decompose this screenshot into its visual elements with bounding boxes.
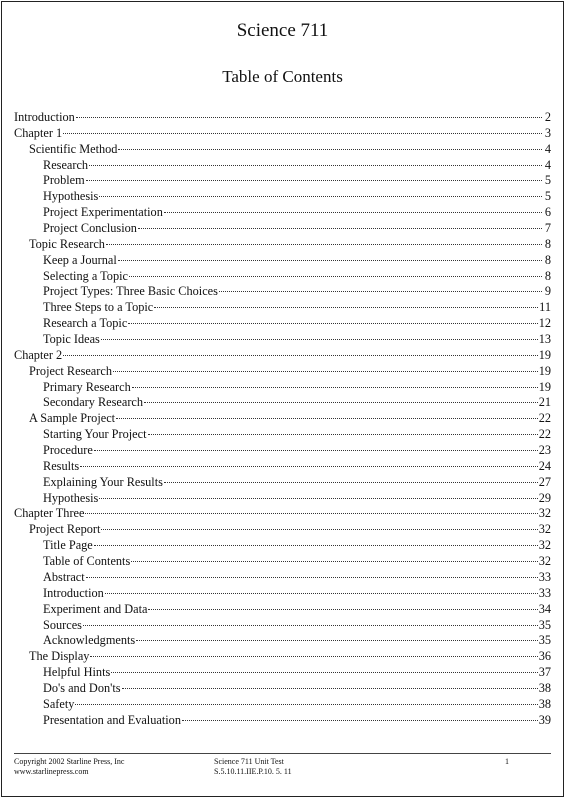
toc-entry-label: Keep a Journal [43, 252, 117, 267]
toc-dot-leader [136, 640, 537, 641]
toc-entry-page: 24 [538, 458, 551, 473]
toc-dot-leader [63, 133, 542, 134]
toc-entry-label: Selecting a Topic [43, 268, 128, 283]
toc-dot-leader [101, 529, 537, 530]
toc-entry [14, 602, 551, 618]
toc-entry [14, 570, 551, 586]
toc-dot-leader [99, 498, 537, 499]
toc-entry [14, 459, 551, 475]
toc-entry-page: 4 [544, 141, 551, 156]
toc-entry-page: 8 [544, 268, 551, 283]
toc-dot-leader [113, 371, 538, 372]
toc-entry-page: 22 [538, 427, 551, 442]
toc-entry-page: 27 [538, 474, 551, 489]
toc-entry-page: 4 [544, 157, 551, 172]
toc-dot-leader [101, 339, 538, 340]
toc-entry [14, 173, 551, 189]
footer-center [214, 757, 292, 777]
toc-heading: Table of Contents [222, 67, 343, 86]
toc-entry-label: Introduction [14, 110, 75, 124]
toc-entry-label: Acknowledgments [43, 633, 136, 648]
toc-entry-page: 33 [538, 585, 551, 600]
toc-entry-label: A Sample Project [29, 411, 116, 426]
toc-entry-label: Project Research [29, 363, 112, 378]
toc-entry-page: 32 [538, 522, 551, 537]
toc-dot-leader [132, 387, 538, 388]
toc-entry [14, 665, 551, 681]
toc-dot-leader [138, 228, 542, 229]
toc-entry-label: Project Conclusion [43, 221, 137, 236]
toc-entry-page: 3 [544, 125, 551, 140]
toc-entry [14, 189, 551, 205]
toc-entry [14, 126, 551, 142]
toc-entry [14, 427, 551, 443]
toc-dot-leader [86, 180, 542, 181]
toc-entry [14, 475, 551, 491]
toc-entry-page: 29 [538, 490, 551, 505]
toc-dot-leader [182, 720, 538, 721]
toc-entry-page: 19 [538, 347, 551, 362]
toc-entry-label: Procedure [43, 443, 93, 458]
toc-entry-page: 23 [538, 443, 551, 458]
toc-entry-label: Starting Your Project [43, 427, 147, 442]
footer-test-name: Science 711 Unit Test [214, 757, 284, 766]
toc-entry [14, 158, 551, 174]
toc-entry [14, 110, 551, 126]
footer-left [14, 757, 124, 777]
toc-dot-leader [164, 482, 538, 483]
toc-dot-leader [116, 418, 538, 419]
toc-entry-page: 12 [538, 316, 551, 331]
toc-entry [14, 316, 551, 332]
toc-entry-page: 6 [544, 205, 551, 220]
toc-entry-label: Helpful Hints [43, 665, 111, 680]
toc-entry-page: 9 [544, 284, 551, 299]
toc-entry-page: 13 [538, 332, 551, 347]
toc-entry [14, 491, 551, 507]
toc-entry-label: Title Page [43, 538, 93, 553]
toc-entry [14, 697, 551, 713]
toc-entry-page: 5 [544, 173, 551, 188]
toc-dot-leader [131, 561, 537, 562]
toc-entry-label: Scientific Method [29, 141, 118, 156]
toc-entry [14, 269, 551, 285]
toc-entry [14, 205, 551, 221]
toc-dot-leader [75, 704, 537, 705]
toc-entry-label: Primary Research [43, 379, 131, 394]
toc-entry-page: 21 [538, 395, 551, 410]
toc-dot-leader [86, 577, 538, 578]
footer-code: S.5.10.11.IIE.P.10. 5. 11 [214, 767, 292, 776]
toc-dot-leader [122, 688, 538, 689]
toc-entry-label: Sources [43, 617, 82, 632]
toc-entry [14, 506, 551, 522]
toc-dot-leader [129, 276, 542, 277]
toc-entry-page: 34 [538, 601, 551, 616]
toc-dot-leader [144, 402, 538, 403]
toc-entry-label: Research [43, 157, 89, 172]
toc-entry-page: 38 [538, 680, 551, 695]
toc-entry-page: 7 [544, 221, 551, 236]
toc-entry-page: 35 [538, 617, 551, 632]
toc-entry-page: 5 [544, 189, 551, 204]
toc-entry-label: Project Types: Three Basic Choices [43, 284, 218, 299]
toc-entry-label: Experiment and Data [43, 601, 148, 616]
toc-entry-label: Do's and Don'ts [43, 680, 121, 695]
toc-entry-page: 22 [538, 411, 551, 426]
toc-entry-label: Explaining Your Results [43, 474, 163, 489]
toc-dot-leader [90, 656, 537, 657]
toc-entry [14, 649, 551, 665]
toc-entry [14, 237, 551, 253]
toc-entry-page: 37 [538, 665, 551, 680]
table-of-contents [14, 110, 551, 729]
toc-dot-leader [148, 609, 537, 610]
toc-entry-page: 38 [538, 696, 551, 711]
toc-entry-page: 35 [538, 633, 551, 648]
toc-entry [14, 538, 551, 554]
document-title: Science 711 [236, 20, 329, 41]
toc-entry [14, 348, 551, 364]
toc-entry-page: 19 [538, 379, 551, 394]
toc-dot-leader [118, 149, 542, 150]
toc-dot-leader [83, 625, 538, 626]
toc-entry-page: 32 [538, 538, 551, 553]
toc-entry-label: Table of Contents [43, 554, 131, 569]
toc-entry-label: Safety [43, 696, 75, 711]
toc-entry-label: Results [43, 458, 80, 473]
toc-dot-leader [105, 593, 538, 594]
toc-dot-leader [85, 513, 537, 514]
toc-dot-leader [63, 355, 538, 356]
toc-dot-leader [164, 212, 542, 213]
toc-entry-page: 8 [544, 252, 551, 267]
toc-entry-label: Chapter 2 [14, 347, 63, 362]
toc-entry-page: 33 [538, 569, 551, 584]
toc-dot-leader [111, 672, 537, 673]
toc-entry-label: Project Report [29, 522, 101, 537]
toc-entry-label: Hypothesis [43, 490, 99, 505]
toc-entry-label: Secondary Research [43, 395, 144, 410]
toc-entry [14, 586, 551, 602]
toc-dot-leader [99, 196, 542, 197]
toc-entry [14, 300, 551, 316]
toc-entry-label: Research a Topic [43, 316, 128, 331]
toc-entry [14, 380, 551, 396]
toc-entry-label: Topic Ideas [43, 332, 100, 347]
toc-entry [14, 142, 551, 158]
footer-page-number: 1 [505, 757, 509, 766]
toc-dot-leader [89, 165, 542, 166]
toc-entry-label: Topic Research [29, 236, 105, 251]
toc-entry-page: 36 [538, 649, 551, 664]
toc-dot-leader [80, 466, 537, 467]
toc-entry-label: Project Experimentation [43, 205, 163, 220]
toc-entry [14, 618, 551, 634]
footer-divider [14, 753, 551, 754]
toc-entry-page: 2 [544, 110, 551, 124]
toc-entry-label: Chapter Three [14, 506, 85, 521]
footer-website: www.starlinepress.com [14, 767, 89, 776]
toc-entry-label: Presentation and Evaluation [43, 712, 181, 727]
toc-entry [14, 443, 551, 459]
toc-entry-page: 39 [538, 712, 551, 727]
toc-dot-leader [94, 545, 538, 546]
toc-entry-label: Hypothesis [43, 189, 99, 204]
toc-entry-page: 19 [538, 363, 551, 378]
toc-entry-label: Problem [43, 173, 85, 188]
toc-entry-label: Chapter 1 [14, 125, 63, 140]
footer-copyright: Copyright 2002 Starline Press, Inc [14, 757, 125, 766]
toc-entry [14, 713, 551, 729]
document-page [1, 1, 564, 797]
toc-entry-label: Introduction [43, 585, 104, 600]
toc-entry-label: Abstract [43, 569, 85, 584]
toc-entry [14, 364, 551, 380]
toc-dot-leader [154, 307, 538, 308]
toc-entry [14, 332, 551, 348]
toc-dot-leader [118, 260, 542, 261]
toc-entry [14, 554, 551, 570]
toc-dot-leader [94, 450, 538, 451]
toc-entry [14, 284, 551, 300]
toc-entry-label: The Display [29, 649, 90, 664]
toc-dot-leader [128, 323, 537, 324]
toc-entry-label: Three Steps to a Topic [43, 300, 154, 315]
toc-dot-leader [106, 244, 542, 245]
toc-entry [14, 253, 551, 269]
toc-entry [14, 411, 551, 427]
toc-entry [14, 522, 551, 538]
toc-dot-leader [148, 434, 538, 435]
toc-entry-page: 32 [538, 506, 551, 521]
toc-entry-page: 8 [544, 236, 551, 251]
toc-entry [14, 633, 551, 649]
toc-dot-leader [219, 291, 542, 292]
toc-dot-leader [76, 117, 542, 118]
toc-entry [14, 681, 551, 697]
toc-entry [14, 221, 551, 237]
toc-entry-page: 11 [539, 300, 551, 315]
toc-entry [14, 395, 551, 411]
toc-entry-page: 32 [538, 554, 551, 569]
